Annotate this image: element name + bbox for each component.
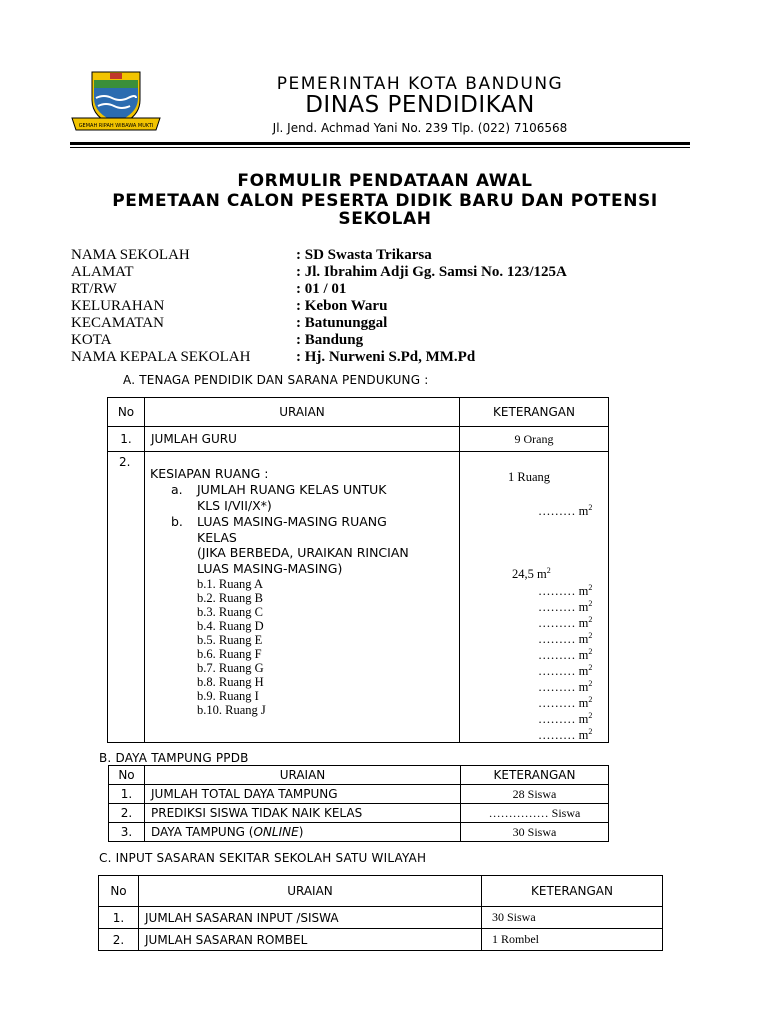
logo-motto: GEMAH RIPAH WIBAWA MUKTI [78, 123, 154, 129]
luas-value: 24,5 $m^2$ [512, 566, 551, 582]
luas-blank: ……… $m^2$ [538, 503, 593, 519]
office-address: Jl. Jend. Achmad Yani No. 239 Tlp. (022) 7106568 [272, 121, 568, 135]
info-row-kepala-sekolah [71, 349, 567, 366]
room-label: b.10. Ruang J [197, 703, 266, 717]
kota-bandung-emblem [70, 70, 162, 136]
room-luas-blank: ……… $m^2$ [538, 695, 593, 711]
header-no: No [99, 876, 139, 907]
row-keterangan: 30 Siswa [461, 823, 609, 842]
department-name: DINAS PENDIDIKAN [305, 92, 535, 118]
info-value: : Hj. Nurweni S.Pd, MM.Pd [296, 349, 476, 365]
table-header-row [99, 876, 663, 907]
item-b-marker: b. [171, 514, 183, 529]
table-row [99, 929, 663, 951]
table-input-sasaran [98, 875, 663, 951]
row-uraian: PREDIKSI SISWA TIDAK NAIK KELAS [145, 804, 461, 823]
row-no: 2. [109, 804, 145, 823]
room-label: b.4. Ruang D [197, 619, 264, 633]
letterhead-rule-thick [70, 142, 690, 145]
room-luas-blank: ……… $m^2$ [538, 727, 593, 743]
row-keterangan: …………… Siswa [461, 804, 609, 823]
table-row [109, 804, 609, 823]
room-luas-blank: ……… $m^2$ [538, 615, 593, 631]
room-label: b.8. Ruang H [197, 675, 264, 689]
item-a-line1: JUMLAH RUANG KELAS UNTUK [197, 482, 387, 497]
row-no: 3. [109, 823, 145, 842]
room-luas-blank: ……… $m^2$ [538, 583, 593, 599]
government-name: PEMERINTAH KOTA BANDUNG [276, 74, 564, 94]
info-row-kecamatan [71, 315, 567, 332]
row-keterangan: 28 Siswa [461, 785, 609, 804]
row-no: 1. [108, 427, 145, 452]
info-value: : Kebon Waru [296, 298, 388, 314]
row-uraian: DAYA TAMPUNG (ONLINE) [145, 823, 461, 842]
info-label: KECAMATAN [71, 315, 164, 331]
room-luas-blank: ……… $m^2$ [538, 599, 593, 615]
info-value: : SD Swasta Trikarsa [296, 247, 432, 263]
item-b-line1: LUAS MASING-MASING RUANG [197, 514, 387, 529]
info-label: KOTA [71, 332, 112, 348]
table-header-row [109, 766, 609, 785]
table-header-row [108, 398, 609, 427]
header-no: No [109, 766, 145, 785]
table-daya-tampung [108, 765, 609, 842]
table-row [108, 452, 609, 743]
room-luas-blank: ……… $m^2$ [538, 631, 593, 647]
info-label: RT/RW [71, 281, 117, 297]
table-row [99, 907, 663, 929]
room-label: b.2. Ruang B [197, 591, 263, 605]
room-luas-blank: ……… $m^2$ [538, 663, 593, 679]
row-keterangan: 9 Orang [460, 427, 609, 452]
room-label: b.9. Ruang I [197, 689, 259, 703]
item-a-line2: KLS I/VII/X*) [197, 498, 272, 513]
info-label: KELURAHAN [71, 298, 165, 314]
header-uraian: URAIAN [145, 398, 460, 427]
room-luas-blank: ……… $m^2$ [538, 647, 593, 663]
row-keterangan-cell [460, 452, 609, 743]
school-info [71, 247, 567, 366]
table-row [108, 427, 609, 452]
table-row [109, 823, 609, 842]
info-label: NAMA KEPALA SEKOLAH [71, 349, 251, 365]
item-b-line3: (JIKA BERBEDA, URAIKAN RINCIAN [197, 545, 409, 560]
info-row-rt-rw [71, 281, 567, 298]
item-b-line4: LUAS MASING-MASING) [197, 561, 343, 576]
header-no: No [108, 398, 145, 427]
info-row-kelurahan [71, 298, 567, 315]
info-value: : Bandung [296, 332, 364, 348]
row-uraian: JUMLAH SASARAN ROMBEL [139, 929, 482, 951]
section-c-heading: C. INPUT SASARAN SEKITAR SEKOLAH SATU WILAYAH [99, 851, 427, 865]
row-no-cell [108, 452, 145, 743]
row-keterangan: 1 Rombel [482, 929, 663, 951]
room-label: b.7. Ruang G [197, 661, 264, 675]
room-luas-blank: ……… $m^2$ [538, 679, 593, 695]
info-value: : 01 / 01 [296, 281, 347, 297]
room-luas-blank: ……… $m^2$ [538, 711, 593, 727]
letterhead-rule-thin [70, 147, 690, 148]
row-uraian: JUMLAH GURU [145, 427, 460, 452]
room-label: b.1. Ruang A [197, 577, 263, 591]
header-keterangan: KETERANGAN [461, 766, 609, 785]
info-row-alamat [71, 264, 567, 281]
jumlah-ruang-value: 1 Ruang [508, 470, 551, 484]
row-no: 1. [99, 907, 139, 929]
row-uraian: JUMLAH SASARAN INPUT /SISWA [139, 907, 482, 929]
form-title-line3: SEKOLAH [338, 209, 432, 229]
info-label: NAMA SEKOLAH [71, 247, 190, 263]
row-uraian-cell [145, 452, 460, 743]
form-title-line2: PEMETAAN CALON PESERTA DIDIK BARU DAN POTENSI [112, 191, 658, 211]
row-no: 1. [109, 785, 145, 804]
form-title-line1: FORMULIR PENDATAAN AWAL [237, 171, 533, 191]
room-label: b.5. Ruang E [197, 633, 263, 647]
table-tenaga-pendidik [107, 397, 609, 743]
header-uraian: URAIAN [145, 766, 461, 785]
header-keterangan: KETERANGAN [460, 398, 609, 427]
row-no: 2. [99, 929, 139, 951]
item-a-marker: a. [171, 482, 183, 497]
row-no: 2. [119, 455, 131, 469]
header-keterangan: KETERANGAN [482, 876, 663, 907]
kesiapan-ruang-title: KESIAPAN RUANG : [150, 466, 269, 481]
row-keterangan: 30 Siswa [482, 907, 663, 929]
section-b-heading: B. DAYA TAMPUNG PPDB [99, 751, 249, 765]
section-a-heading: A. TENAGA PENDIDIK DAN SARANA PENDUKUNG : [123, 373, 429, 387]
table-row [109, 785, 609, 804]
item-b-line2: KELAS [197, 530, 237, 545]
info-value: : Batununggal [296, 315, 388, 331]
info-label: ALAMAT [71, 264, 134, 280]
header-uraian: URAIAN [139, 876, 482, 907]
info-value: : Jl. Ibrahim Adji Gg. Samsi No. 123/125A [296, 264, 567, 280]
info-row-nama-sekolah [71, 247, 567, 264]
room-label: b.3. Ruang C [197, 605, 263, 619]
row-uraian: JUMLAH TOTAL DAYA TAMPUNG [145, 785, 461, 804]
room-label: b.6. Ruang F [197, 647, 262, 661]
info-row-kota [71, 332, 567, 349]
